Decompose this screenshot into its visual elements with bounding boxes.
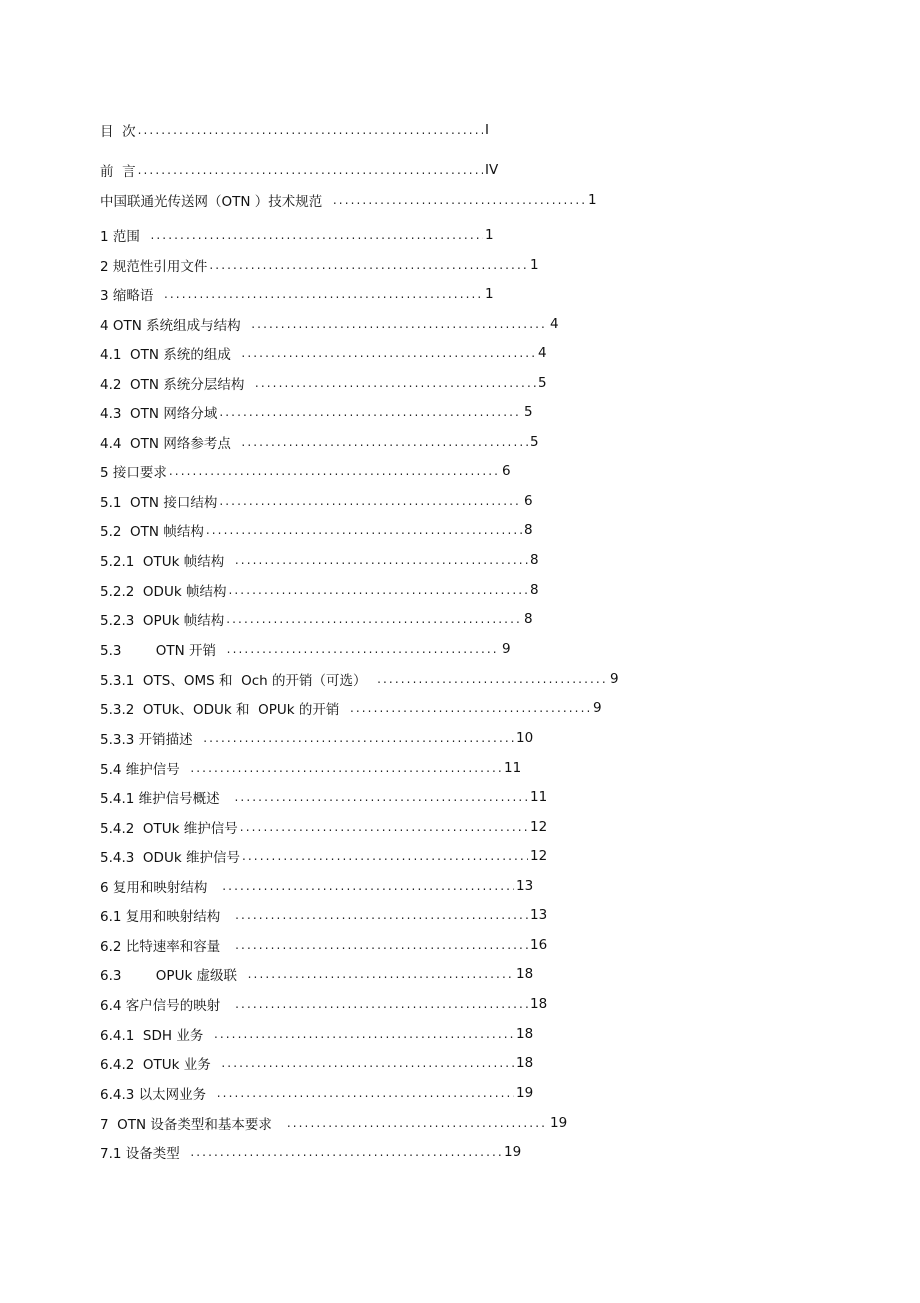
toc-entry[interactable] — [100, 698, 602, 718]
toc-entry[interactable] — [100, 758, 521, 778]
toc-leader-dots — [164, 287, 483, 301]
toc-page-number: 12 — [530, 819, 548, 835]
toc-leader-dots — [150, 228, 483, 242]
toc-leader-dots — [169, 464, 500, 478]
toc-page-number: 1 — [485, 227, 494, 243]
toc-page-number: 11 — [530, 789, 548, 805]
toc-leader-dots — [235, 938, 528, 952]
toc-page-number: 1 — [588, 192, 597, 208]
toc-entry-title: 7.1 设备类型 — [100, 1146, 189, 1162]
toc-leader-dots — [190, 1145, 502, 1159]
toc-entry[interactable] — [100, 905, 547, 925]
toc-entry[interactable] — [100, 432, 539, 452]
toc-entry[interactable] — [100, 876, 533, 896]
toc-entry[interactable] — [100, 225, 494, 245]
toc-entry-title: 6.4.2 OTUk 业务 — [100, 1057, 220, 1073]
toc-page-number: 4 — [538, 345, 547, 361]
toc-entry[interactable] — [100, 160, 498, 180]
toc-leader-dots — [241, 435, 528, 449]
toc-entry[interactable] — [100, 994, 547, 1014]
toc-leader-dots — [228, 583, 528, 597]
toc-leader-dots — [138, 123, 483, 137]
toc-entry[interactable] — [100, 580, 539, 600]
toc-entry-title: 5.2 OTN 帧结构 — [100, 524, 204, 540]
toc-entry-title: 5.2.3 OPUk 帧结构 — [100, 613, 225, 629]
toc-leader-dots — [217, 1086, 514, 1100]
toc-entry[interactable] — [100, 817, 547, 837]
toc-leader-dots — [235, 997, 528, 1011]
toc-entry-title: 5.4.2 OTUk 维护信号 — [100, 821, 238, 837]
toc-leader-dots — [377, 672, 608, 686]
toc-entry[interactable] — [100, 1083, 533, 1103]
toc-leader-dots — [219, 494, 522, 508]
toc-entry-title: 5.1 OTN 接口结构 — [100, 495, 218, 511]
toc-entry[interactable] — [100, 609, 533, 629]
toc-page-number: 12 — [530, 848, 548, 864]
toc-leader-dots — [235, 553, 528, 567]
toc-entry-title: 3 缩略语 — [100, 288, 162, 304]
toc-page-number: 8 — [524, 611, 533, 627]
toc-entry[interactable] — [100, 120, 489, 140]
toc-page-number: 19 — [550, 1115, 568, 1131]
toc-entry[interactable] — [100, 255, 539, 275]
toc-leader-dots — [248, 967, 514, 981]
toc-entry[interactable] — [100, 1142, 521, 1162]
toc-page-number: 19 — [516, 1085, 534, 1101]
toc-entry[interactable] — [100, 520, 533, 540]
toc-entry[interactable] — [100, 491, 533, 511]
toc-entry-title: 4.1 OTN 系统的组成 — [100, 347, 240, 363]
toc-entry-title: 6.1 复用和映射结构 — [100, 909, 234, 925]
toc-page-number: 18 — [516, 1055, 534, 1071]
toc-leader-dots — [203, 731, 514, 745]
toc-entry[interactable] — [100, 669, 619, 689]
toc-entry-title: 目 次 — [100, 124, 136, 140]
toc-page-number: 16 — [530, 937, 548, 953]
toc-entry-title: 4.3 OTN 网络分域 — [100, 406, 218, 422]
toc-page-number: 9 — [593, 700, 602, 716]
toc-leader-dots — [242, 849, 528, 863]
toc-page-number: 5 — [524, 404, 533, 420]
toc-entry-title: 5.4 维护信号 — [100, 762, 189, 778]
toc-leader-dots — [255, 376, 536, 390]
toc-entry-title: 5.2.2 ODUk 帧结构 — [100, 584, 227, 600]
toc-entry[interactable] — [100, 935, 547, 955]
toc-page-number: 6 — [524, 493, 533, 509]
toc-leader-dots — [206, 523, 522, 537]
toc-page-number: 18 — [516, 966, 534, 982]
toc-entry-title: 5.4.3 ODUk 维护信号 — [100, 850, 240, 866]
toc-entry[interactable] — [100, 373, 547, 393]
toc-leader-dots — [222, 879, 514, 893]
toc-page-number: 10 — [516, 730, 534, 746]
toc-entry-title: 中国联通光传送网（OTN ）技术规范 — [100, 194, 331, 210]
toc-entry-title: 6.3 OPUk 虚级联 — [100, 968, 246, 984]
toc-page-number: 19 — [504, 1144, 522, 1160]
toc-page-number: 11 — [504, 760, 522, 776]
toc-leader-dots — [241, 346, 536, 360]
toc-leader-dots — [190, 761, 502, 775]
toc-leader-dots — [287, 1116, 548, 1130]
toc-entry-title: 2 规范性引用文件 — [100, 259, 208, 275]
toc-leader-dots — [235, 908, 528, 922]
toc-page-number: 9 — [610, 671, 619, 687]
toc-page-number: 5 — [530, 434, 539, 450]
toc-entry[interactable] — [100, 846, 547, 866]
toc-entry-title: 5.3.3 开销描述 — [100, 732, 202, 748]
toc-entry-title: 6 复用和映射结构 — [100, 880, 221, 896]
toc-leader-dots — [227, 642, 500, 656]
toc-page-number: IV — [485, 162, 499, 178]
toc-page-number: 13 — [516, 878, 534, 894]
toc-leader-dots — [219, 405, 522, 419]
toc-entry[interactable] — [100, 639, 511, 659]
toc-page-number: 8 — [530, 582, 539, 598]
toc-entry[interactable] — [100, 1024, 533, 1044]
toc-leader-dots — [214, 1027, 514, 1041]
toc-entry-title: 1 范围 — [100, 229, 149, 245]
toc-entry[interactable] — [100, 461, 511, 481]
toc-entry[interactable] — [100, 1053, 533, 1073]
toc-leader-dots — [138, 163, 483, 177]
toc-entry[interactable] — [100, 728, 533, 748]
toc-entry[interactable] — [100, 314, 559, 334]
toc-leader-dots — [235, 790, 528, 804]
toc-entry-title: 6.4 客户信号的映射 — [100, 998, 234, 1014]
toc-entry-title: 5.4.1 维护信号概述 — [100, 791, 233, 807]
toc-page-number: 4 — [550, 316, 559, 332]
toc-entry-title: 5.3.2 OTUk、ODUk 和 OPUk 的开销 — [100, 702, 348, 718]
toc-entry[interactable] — [100, 550, 539, 570]
toc-entry[interactable] — [100, 190, 597, 210]
toc-entry-title: 5.3.1 OTS、OMS 和 Och 的开销（可选） — [100, 673, 376, 689]
toc-leader-dots — [251, 317, 548, 331]
toc-leader-dots — [221, 1056, 514, 1070]
toc-page-number: 8 — [524, 522, 533, 538]
toc-entry-title: 前 言 — [100, 164, 136, 180]
toc-leader-dots — [226, 612, 522, 626]
toc-entry-title: 6.4.3 以太网业务 — [100, 1087, 215, 1103]
toc-entry-title: 5.3 OTN 开销 — [100, 643, 225, 659]
toc-entry-title: 5 接口要求 — [100, 465, 167, 481]
toc-page-number: 6 — [502, 463, 511, 479]
toc-leader-dots — [350, 701, 591, 715]
toc-entry[interactable] — [100, 284, 494, 304]
toc-entry-title: 7 OTN 设备类型和基本要求 — [100, 1117, 285, 1133]
toc-leader-dots — [333, 193, 586, 207]
toc-entry[interactable] — [100, 1113, 567, 1133]
toc-page-number: 5 — [538, 375, 547, 391]
toc-page-number: 8 — [530, 552, 539, 568]
toc-page-number: 18 — [530, 996, 548, 1012]
toc-page-number: I — [485, 122, 489, 138]
toc-entry-title: 6.2 比特速率和容量 — [100, 939, 234, 955]
toc-page-number: 9 — [502, 641, 511, 657]
toc-page-number: 1 — [485, 286, 494, 302]
toc-entry-title: 6.4.1 SDH 业务 — [100, 1028, 212, 1044]
toc-entry-title: 4.2 OTN 系统分层结构 — [100, 377, 253, 393]
toc-entry-title: 4.4 OTN 网络参考点 — [100, 436, 240, 452]
toc-entry-title: 4 OTN 系统组成与结构 — [100, 318, 250, 334]
toc-page-number: 1 — [530, 257, 539, 273]
toc-entry[interactable] — [100, 343, 547, 363]
toc-entry[interactable] — [100, 402, 533, 422]
toc-leader-dots — [209, 258, 528, 272]
toc-entry[interactable] — [100, 787, 547, 807]
toc-leader-dots — [240, 820, 528, 834]
toc-page-number: 13 — [530, 907, 548, 923]
toc-entry[interactable] — [100, 964, 533, 984]
toc-entry-title: 5.2.1 OTUk 帧结构 — [100, 554, 233, 570]
toc-page-number: 18 — [516, 1026, 534, 1042]
